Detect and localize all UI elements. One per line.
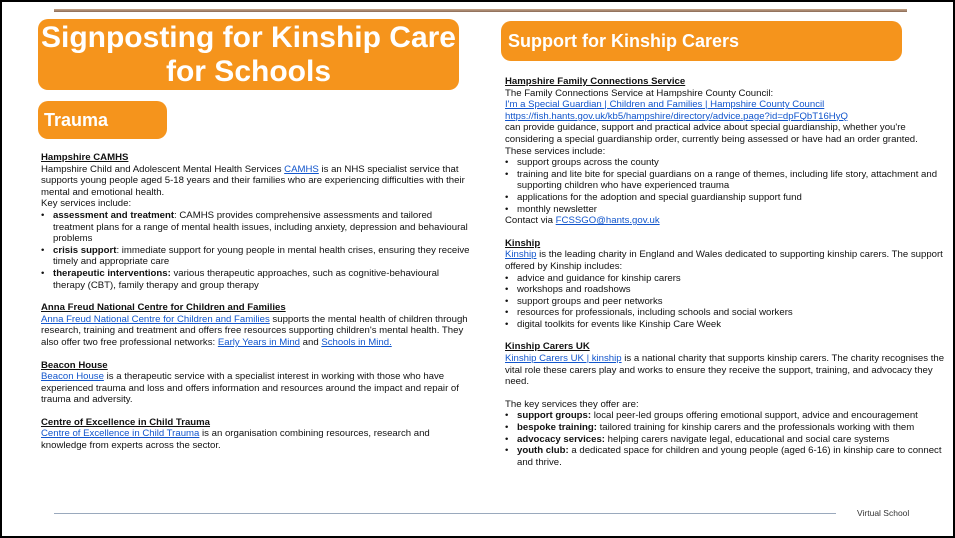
hfcs-link-line: [505, 99, 950, 111]
item-text: helping carers navigate legal, educational and social care systems: [605, 433, 890, 445]
excellence-link[interactable]: Centre of Excellence in Child Trauma: [41, 428, 200, 440]
hfcs-service-list: [505, 157, 950, 215]
support-column: [505, 76, 950, 479]
camhs-service-list: [41, 210, 471, 291]
list-item: • support groups across the county: [517, 157, 950, 169]
camhs-link[interactable]: CAMHS: [284, 163, 319, 175]
list-item: • advice and guidance for kinship carers: [517, 273, 950, 285]
list-item: • applications for the adoption and special guardianship support fund: [517, 192, 950, 204]
contact-email-link[interactable]: FCSSGO@hants.gov.uk: [555, 215, 660, 227]
anna-freud-section: [41, 302, 471, 348]
item-bold: assessment and treatment: [53, 209, 175, 221]
kinship-carers-uk-section: [505, 341, 950, 468]
hfcs-heading: Hampshire Family Connections Service: [505, 76, 686, 87]
trauma-column: [41, 152, 471, 463]
camhs-intro-pre: Hampshire Child and Adolescent Mental Health Services: [41, 163, 285, 175]
early-years-in-mind-link[interactable]: Early Years in Mind: [217, 336, 300, 348]
list-item: [517, 434, 950, 446]
beacon-house-section: [41, 360, 471, 406]
item-text: : immediate support for young people in mental health crises, ensuring they receive timely and appropriate care: [53, 244, 470, 268]
footer-label: Virtual School: [857, 508, 910, 518]
kinship-carers-uk-body: is a national charity that supports kinship carers. The charity recognises the vital role these carers play and works to ensure they receive the support, training, and advocacy they need.: [505, 353, 945, 388]
kinship-carers-uk-key-label: The key services they offer are:: [505, 398, 639, 410]
kinship-link[interactable]: Kinship: [505, 249, 537, 261]
list-item: [53, 210, 471, 245]
beacon-house-heading: Beacon House: [41, 359, 108, 371]
anna-freud-heading: Anna Freud National Centre for Children and Families: [41, 302, 286, 314]
special-guardian-link[interactable]: I'm a Special Guardian | Children and Families | Hampshire County Council: [505, 99, 825, 111]
list-item: • training and lite bite for special guardians on a range of themes, including life story, attachment and supporting children who have experienced trauma: [517, 169, 950, 192]
item-bold: youth club:: [517, 445, 569, 457]
camhs-intro-post: is an NHS specialist service that supports young people aged 5-18 years and their families who are experiencing difficulties with their mental and emotional health.: [41, 163, 465, 198]
contact-label: Contact via: [505, 215, 556, 227]
bottom-divider: [54, 513, 836, 514]
spacer: [505, 388, 950, 399]
kinship-text: [505, 249, 950, 272]
list-item: [517, 445, 950, 468]
item-bold: crisis support: [53, 244, 117, 256]
item-bold: advocacy services:: [517, 433, 606, 445]
list-item: [517, 410, 950, 422]
anna-freud-body: supports the mental health of children through research, training and treatment and offers free resources supporting children's mental health. They also offer two free professional networks:: [41, 313, 468, 348]
trauma-heading: Trauma: [38, 101, 167, 139]
beacon-house-link[interactable]: Beacon House: [41, 371, 104, 383]
page-title: Signposting for Kinship Care for Schools: [38, 19, 459, 90]
hfcs-url-line: [505, 111, 950, 123]
anna-freud-and: and: [300, 336, 322, 348]
hfcs-services-label: These services include:: [505, 145, 606, 157]
excellence-text: [41, 428, 471, 451]
item-text: local peer-led groups offering emotional support, advice and encouragement: [591, 410, 918, 422]
support-heading: Support for Kinship Carers: [501, 21, 902, 61]
item-text: : CAMHS provides comprehensive assessments and tailored treatment plans for a range of mental health issues, including anxiety, depression and behavioural problems: [53, 209, 468, 245]
list-item: • monthly newsletter: [517, 204, 950, 216]
beacon-house-text: [41, 371, 471, 406]
list-item: [53, 268, 471, 291]
list-item: • workshops and roadshows: [517, 284, 950, 296]
camhs-key-label: Key services include:: [41, 198, 132, 210]
hfcs-line1: The Family Connections Service at Hampshire County Council:: [505, 87, 774, 99]
fish-hants-url-link[interactable]: https://fish.hants.gov.uk/kb5/hampshire/directory/advice.page?id=dpFQbT16HyQ: [505, 110, 848, 122]
kinship-body: is the leading charity in England and Wales dedicated to supporting kinship carers. The support offered by Kinship includes:: [505, 249, 943, 272]
item-bold: support groups:: [517, 410, 592, 422]
top-divider: [54, 9, 907, 12]
kinship-carers-uk-heading: Kinship Carers UK: [505, 341, 590, 353]
anna-freud-text: [41, 314, 471, 349]
item-text: various therapeutic approaches, such as cognitive-behavioural therapy (CBT), family therapy and group therapy: [53, 267, 440, 291]
camhs-section: [41, 152, 471, 291]
item-bold: therapeutic interventions:: [53, 267, 171, 279]
list-item: • support groups and peer networks: [517, 296, 950, 308]
item-text: tailored training for kinship carers and the professionals working with them: [596, 422, 915, 434]
kinship-heading: Kinship: [505, 237, 541, 249]
kinship-support-list: [505, 273, 950, 331]
excellence-heading: Centre of Excellence in Child Trauma: [41, 416, 211, 428]
item-text: a dedicated space for children and young people (aged 6-16) in kinship care to connect and thrive.: [517, 445, 942, 468]
kinship-section: [505, 238, 950, 331]
list-item: • digital toolkits for events like Kinship Care Week: [517, 319, 950, 331]
item-bold: bespoke training:: [517, 422, 597, 434]
list-item: [53, 245, 471, 268]
list-item: [517, 422, 950, 434]
beacon-house-body: is a therapeutic service with a specialist interest in working with those who have experienced trauma and loss and offers information and resources around the impact and repair of trauma and adversity.: [41, 371, 459, 406]
camhs-intro: [41, 164, 471, 199]
hfcs-contact: [505, 215, 950, 227]
excellence-body: is an organisation combining resources, research and knowledge from experts across the sector.: [41, 428, 430, 452]
hfcs-text: can provide guidance, support and practical advice about special guardianship, whether you're considering a special guardianship order, currently being assessed or have had an order granted.: [505, 122, 918, 145]
kinship-carers-uk-text: [505, 353, 950, 388]
excellence-section: [41, 417, 471, 452]
anna-freud-link[interactable]: Anna Freud National Centre for Children and Families: [41, 313, 270, 325]
list-item: • resources for professionals, including schools and social workers: [517, 307, 950, 319]
kinship-carers-uk-link[interactable]: Kinship Carers UK | kinship: [505, 353, 622, 365]
hfcs-section: [505, 76, 950, 227]
camhs-heading: Hampshire CAMHS: [41, 152, 129, 163]
kinship-carers-uk-service-list: [505, 410, 950, 468]
schools-in-mind-link[interactable]: Schools in Mind.: [321, 336, 392, 348]
